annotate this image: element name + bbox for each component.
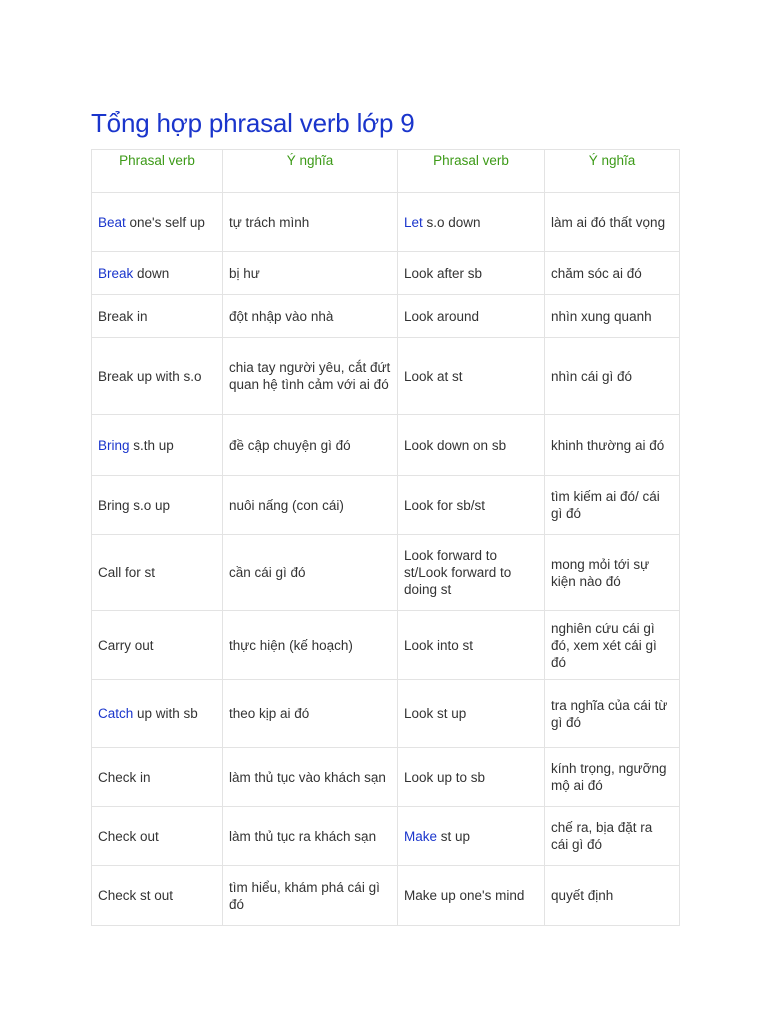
phrasal-verb-rest: Look after sb — [404, 265, 483, 281]
table-row — [92, 193, 680, 252]
meaning-cell: nhìn xung quanh — [545, 295, 680, 338]
phrasal-verb-rest: Check out — [98, 828, 159, 844]
meaning-cell: làm ai đó thất vọng — [545, 193, 680, 252]
phrasal-verb-rest: s.o down — [422, 214, 481, 230]
phrasal-verb-cell — [398, 338, 545, 415]
phrasal-verb-cell — [398, 680, 545, 748]
phrasal-verb-cell — [398, 415, 545, 476]
meaning-cell: làm thủ tục ra khách sạn — [223, 807, 398, 866]
table-row — [92, 611, 680, 680]
meaning-cell: đề cập chuyện gì đó — [223, 415, 398, 476]
table-body — [92, 193, 680, 926]
phrasal-verb-keyword: Break — [98, 265, 134, 281]
header-meaning-2: Ý nghĩa — [545, 150, 680, 193]
meaning-cell: mong mỏi tới sự kiện nào đó — [545, 535, 680, 611]
phrasal-verb-cell — [92, 866, 223, 926]
phrasal-verb-rest: one's self up — [125, 214, 205, 230]
table-row — [92, 535, 680, 611]
phrasal-verb-cell — [398, 535, 545, 611]
phrasal-verb-rest: st up — [437, 828, 471, 844]
phrasal-verb-cell — [92, 193, 223, 252]
phrasal-verb-cell — [92, 295, 223, 338]
phrasal-verb-rest: Call for st — [98, 565, 156, 580]
phrasal-verb-cell — [92, 680, 223, 748]
meaning-cell: kính trọng, ngưỡng mộ ai đó — [545, 748, 680, 807]
table-row — [92, 476, 680, 535]
phrasal-verb-table — [91, 149, 680, 926]
phrasal-verb-cell — [92, 476, 223, 535]
phrasal-verb-keyword: Make — [404, 828, 438, 844]
phrasal-verb-rest: Look into st — [404, 637, 474, 653]
phrasal-verb-rest: down — [133, 265, 170, 281]
phrasal-verb-rest: Check in — [98, 769, 151, 785]
meaning-cell: cần cái gì đó — [223, 535, 398, 611]
table-row — [92, 252, 680, 295]
phrasal-verb-rest: Look around — [404, 308, 480, 324]
table-row — [92, 866, 680, 926]
phrasal-verb-cell — [92, 415, 223, 476]
meaning-cell: bị hư — [223, 252, 398, 295]
phrasal-verb-cell — [92, 748, 223, 807]
header-phrasal-verb-2: Phrasal verb — [398, 150, 545, 193]
phrasal-verb-cell — [398, 807, 545, 866]
meaning-cell: đột nhập vào nhà — [223, 295, 398, 338]
meaning-cell: nhìn cái gì đó — [545, 338, 680, 415]
meaning-cell: thực hiện (kế hoạch) — [223, 611, 398, 680]
phrasal-verb-cell — [92, 611, 223, 680]
meaning-cell: theo kịp ai đó — [223, 680, 398, 748]
phrasal-verb-cell — [92, 807, 223, 866]
phrasal-verb-rest: Look for sb/st — [404, 497, 486, 513]
phrasal-verb-cell — [398, 193, 545, 252]
meaning-cell: tự trách mình — [223, 193, 398, 252]
phrasal-verb-rest: Look at st — [404, 368, 463, 384]
phrasal-verb-rest: Look forward to st/Look forward to doing st — [404, 548, 516, 597]
phrasal-verb-rest: Break in — [98, 308, 148, 324]
phrasal-verb-cell — [398, 252, 545, 295]
meaning-cell: làm thủ tục vào khách sạn — [223, 748, 398, 807]
header-meaning-1: Ý nghĩa — [223, 150, 398, 193]
phrasal-verb-rest: Look up to sb — [404, 769, 486, 785]
meaning-cell: quyết định — [545, 866, 680, 926]
phrasal-verb-cell — [398, 476, 545, 535]
phrasal-verb-cell — [398, 748, 545, 807]
phrasal-verb-cell — [92, 535, 223, 611]
table-row — [92, 807, 680, 866]
phrasal-verb-rest: Look st up — [404, 706, 467, 721]
meaning-cell: khinh thường ai đó — [545, 415, 680, 476]
phrasal-verb-rest: up with sb — [133, 706, 198, 721]
meaning-cell: tìm kiếm ai đó/ cái gì đó — [545, 476, 680, 535]
phrasal-verb-cell — [398, 611, 545, 680]
phrasal-verb-keyword: Catch — [98, 706, 134, 721]
phrasal-verb-rest: Make up one's mind — [404, 888, 525, 903]
meaning-cell: chế ra, bịa đặt ra cái gì đó — [545, 807, 680, 866]
table-header-row — [92, 150, 680, 193]
page-title: Tổng hợp phrasal verb lớp 9 — [91, 108, 415, 138]
phrasal-verb-rest: Look down on sb — [404, 437, 507, 453]
phrasal-verb-rest: Bring s.o up — [98, 497, 171, 513]
phrasal-verb-keyword: Bring — [98, 437, 130, 453]
phrasal-verb-rest: Check st out — [98, 888, 174, 903]
phrasal-verb-rest: Break up with s.o — [98, 368, 202, 384]
table-row — [92, 415, 680, 476]
meaning-cell: nuôi nấng (con cái) — [223, 476, 398, 535]
phrasal-verb-cell — [92, 338, 223, 415]
meaning-cell: tra nghĩa của cái từ gì đó — [545, 680, 680, 748]
table-row — [92, 338, 680, 415]
phrasal-verb-keyword: Beat — [98, 214, 126, 230]
meaning-cell: nghiên cứu cái gì đó, xem xét cái gì đó — [545, 611, 680, 680]
meaning-cell: chia tay người yêu, cắt đứt quan hệ tình cảm với ai đó — [223, 338, 398, 415]
phrasal-verb-cell — [398, 295, 545, 338]
meaning-cell: tìm hiểu, khám phá cái gì đó — [223, 866, 398, 926]
phrasal-verb-cell — [398, 866, 545, 926]
phrasal-verb-rest: s.th up — [129, 437, 174, 453]
table-row — [92, 680, 680, 748]
table-row — [92, 748, 680, 807]
header-phrasal-verb-1: Phrasal verb — [92, 150, 223, 193]
phrasal-verb-cell — [92, 252, 223, 295]
phrasal-verb-keyword: Let — [404, 214, 423, 230]
phrasal-verb-rest: Carry out — [98, 637, 154, 653]
meaning-cell: chăm sóc ai đó — [545, 252, 680, 295]
table-row — [92, 295, 680, 338]
